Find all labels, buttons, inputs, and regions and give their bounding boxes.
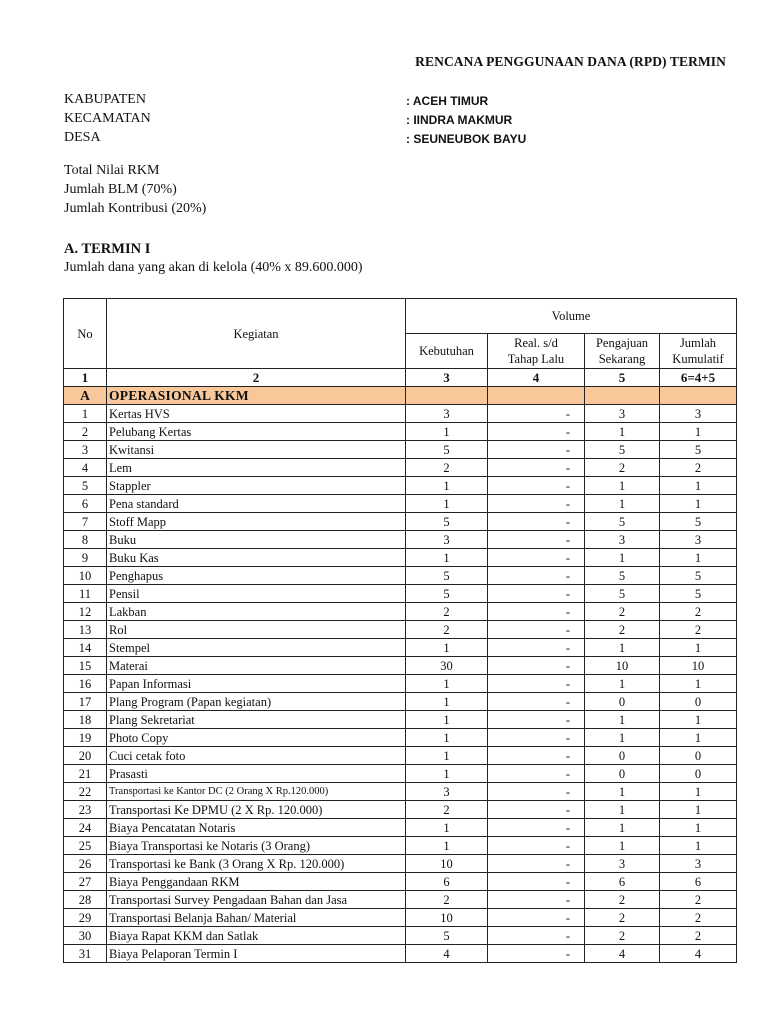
row-kegiatan: Plang Sekretariat	[107, 711, 406, 729]
row-kegiatan: Cuci cetak foto	[107, 747, 406, 765]
row-kegiatan: Materai	[107, 657, 406, 675]
row-pengajuan: 5	[585, 513, 660, 531]
row-real: -	[488, 711, 585, 729]
row-pengajuan: 1	[585, 729, 660, 747]
row-kebutuhan: 3	[406, 531, 488, 549]
row-real: -	[488, 783, 585, 801]
group-empty-cell	[660, 387, 737, 405]
row-kebutuhan: 30	[406, 657, 488, 675]
row-jumlah: 3	[660, 855, 737, 873]
row-real: -	[488, 747, 585, 765]
row-no: 13	[64, 621, 107, 639]
row-kegiatan: Pena standard	[107, 495, 406, 513]
row-no: 26	[64, 855, 107, 873]
row-no: 5	[64, 477, 107, 495]
row-kegiatan: Transportasi Survey Pengadaan Bahan dan Jasa	[107, 891, 406, 909]
row-no: 3	[64, 441, 107, 459]
table-row	[64, 639, 737, 657]
row-pengajuan: 1	[585, 801, 660, 819]
table-row	[64, 585, 737, 603]
table-row	[64, 495, 737, 513]
row-real: -	[488, 729, 585, 747]
row-real: -	[488, 549, 585, 567]
header-peng-line1: Pengajuan	[595, 336, 649, 350]
info-row-desa	[64, 130, 664, 149]
row-kegiatan: Pelubang Kertas	[107, 423, 406, 441]
info-label: DESA	[64, 130, 101, 145]
row-jumlah: 3	[660, 531, 737, 549]
table-row	[64, 405, 737, 423]
row-pengajuan: 1	[585, 423, 660, 441]
column-number-row	[64, 369, 737, 387]
row-jumlah: 1	[660, 729, 737, 747]
row-kebutuhan: 1	[406, 693, 488, 711]
row-kegiatan: Biaya Pelaporan Termin I	[107, 945, 406, 963]
row-jumlah: 2	[660, 603, 737, 621]
column-number: 5	[585, 369, 660, 387]
row-kebutuhan: 2	[406, 459, 488, 477]
row-no: 29	[64, 909, 107, 927]
group-code: A	[64, 387, 107, 405]
row-jumlah: 2	[660, 909, 737, 927]
row-jumlah: 1	[660, 675, 737, 693]
row-pengajuan: 0	[585, 747, 660, 765]
row-kegiatan: Pensil	[107, 585, 406, 603]
row-jumlah: 2	[660, 621, 737, 639]
row-kegiatan: Penghapus	[107, 567, 406, 585]
row-no: 31	[64, 945, 107, 963]
row-real: -	[488, 405, 585, 423]
row-kegiatan: Plang Program (Papan kegiatan)	[107, 693, 406, 711]
row-kegiatan: Biaya Pencatatan Notaris	[107, 819, 406, 837]
row-jumlah: 1	[660, 423, 737, 441]
header-real-line2: Tahap Lalu	[507, 352, 565, 366]
table-row	[64, 621, 737, 639]
column-number: 3	[406, 369, 488, 387]
row-real: -	[488, 873, 585, 891]
row-kegiatan: Rol	[107, 621, 406, 639]
row-jumlah: 10	[660, 657, 737, 675]
row-kegiatan: Kertas HVS	[107, 405, 406, 423]
row-kegiatan: Buku	[107, 531, 406, 549]
row-pengajuan: 1	[585, 711, 660, 729]
row-pengajuan: 3	[585, 531, 660, 549]
row-no: 30	[64, 927, 107, 945]
group-empty-cell	[406, 387, 488, 405]
row-no: 6	[64, 495, 107, 513]
row-jumlah: 5	[660, 513, 737, 531]
row-jumlah: 1	[660, 711, 737, 729]
row-pengajuan: 1	[585, 639, 660, 657]
row-no: 12	[64, 603, 107, 621]
row-pengajuan: 1	[585, 837, 660, 855]
column-number: 6=4+5	[660, 369, 737, 387]
row-kegiatan: Lakban	[107, 603, 406, 621]
row-jumlah: 5	[660, 585, 737, 603]
info-value: : ACEH TIMUR	[406, 94, 489, 108]
row-kebutuhan: 4	[406, 945, 488, 963]
column-number: 4	[488, 369, 585, 387]
header-real	[488, 334, 585, 369]
group-empty-cell	[585, 387, 660, 405]
row-jumlah: 1	[660, 477, 737, 495]
row-pengajuan: 1	[585, 549, 660, 567]
row-no: 9	[64, 549, 107, 567]
table-row	[64, 945, 737, 963]
row-real: -	[488, 675, 585, 693]
table-row	[64, 459, 737, 477]
row-kegiatan: Papan Informasi	[107, 675, 406, 693]
row-kebutuhan: 5	[406, 513, 488, 531]
row-pengajuan: 5	[585, 441, 660, 459]
table-row	[64, 441, 737, 459]
table-row	[64, 729, 737, 747]
row-real: -	[488, 837, 585, 855]
row-pengajuan: 0	[585, 693, 660, 711]
row-pengajuan: 2	[585, 909, 660, 927]
row-kebutuhan: 1	[406, 639, 488, 657]
row-no: 2	[64, 423, 107, 441]
table-row	[64, 423, 737, 441]
row-kebutuhan: 2	[406, 621, 488, 639]
row-real: -	[488, 567, 585, 585]
row-kegiatan: Biaya Penggandaan RKM	[107, 873, 406, 891]
row-real: -	[488, 621, 585, 639]
table-row	[64, 891, 737, 909]
row-kebutuhan: 3	[406, 783, 488, 801]
row-no: 7	[64, 513, 107, 531]
row-jumlah: 6	[660, 873, 737, 891]
row-kegiatan: Lem	[107, 459, 406, 477]
row-real: -	[488, 765, 585, 783]
row-kebutuhan: 3	[406, 405, 488, 423]
info-value: : SEUNEUBOK BAYU	[406, 132, 527, 146]
info-value: : IINDRA MAKMUR	[406, 113, 513, 127]
header-jumlah	[660, 334, 737, 369]
row-real: -	[488, 639, 585, 657]
row-jumlah: 1	[660, 783, 737, 801]
table-row	[64, 567, 737, 585]
row-no: 27	[64, 873, 107, 891]
row-pengajuan: 3	[585, 855, 660, 873]
group-name: OPERASIONAL KKM	[107, 387, 406, 405]
table-row	[64, 855, 737, 873]
row-real: -	[488, 855, 585, 873]
row-pengajuan: 1	[585, 495, 660, 513]
row-no: 18	[64, 711, 107, 729]
row-no: 11	[64, 585, 107, 603]
row-kegiatan: Biaya Transportasi ke Notaris (3 Orang)	[107, 837, 406, 855]
row-kebutuhan: 5	[406, 927, 488, 945]
row-jumlah: 4	[660, 945, 737, 963]
table-row	[64, 675, 737, 693]
row-pengajuan: 2	[585, 459, 660, 477]
row-pengajuan: 1	[585, 477, 660, 495]
row-kebutuhan: 1	[406, 495, 488, 513]
row-no: 4	[64, 459, 107, 477]
table-row	[64, 801, 737, 819]
table-row	[64, 531, 737, 549]
table-row	[64, 693, 737, 711]
row-no: 19	[64, 729, 107, 747]
row-pengajuan: 2	[585, 603, 660, 621]
row-no: 24	[64, 819, 107, 837]
document-title: RENCANA PENGGUNAAN DANA (RPD) TERMIN	[415, 54, 726, 69]
row-real: -	[488, 495, 585, 513]
table-row	[64, 819, 737, 837]
row-no: 8	[64, 531, 107, 549]
totals-list	[64, 163, 206, 220]
row-no: 10	[64, 567, 107, 585]
row-no: 25	[64, 837, 107, 855]
row-kegiatan: Photo Copy	[107, 729, 406, 747]
row-no: 22	[64, 783, 107, 801]
row-jumlah: 5	[660, 567, 737, 585]
info-row-kabupaten	[64, 92, 664, 111]
table-row	[64, 747, 737, 765]
section-subtitle: Jumlah dana yang akan di kelola (40% x 89.600.000)	[64, 260, 363, 275]
location-info	[64, 92, 664, 149]
row-no: 17	[64, 693, 107, 711]
row-real: -	[488, 441, 585, 459]
section-title: A. TERMIN I	[64, 241, 151, 257]
row-kebutuhan: 5	[406, 441, 488, 459]
table-row	[64, 873, 737, 891]
row-kebutuhan: 5	[406, 567, 488, 585]
row-kegiatan: Kwitansi	[107, 441, 406, 459]
table-row	[64, 765, 737, 783]
row-kebutuhan: 1	[406, 765, 488, 783]
row-no: 20	[64, 747, 107, 765]
row-kegiatan: Buku Kas	[107, 549, 406, 567]
row-jumlah: 1	[660, 837, 737, 855]
row-real: -	[488, 603, 585, 621]
row-kebutuhan: 1	[406, 549, 488, 567]
column-number: 2	[107, 369, 406, 387]
row-kebutuhan: 6	[406, 873, 488, 891]
row-jumlah: 1	[660, 819, 737, 837]
row-no: 14	[64, 639, 107, 657]
table-row	[64, 783, 737, 801]
row-kebutuhan: 1	[406, 477, 488, 495]
row-kebutuhan: 1	[406, 729, 488, 747]
table-row	[64, 549, 737, 567]
row-jumlah: 2	[660, 891, 737, 909]
table-row	[64, 927, 737, 945]
row-jumlah: 1	[660, 639, 737, 657]
row-no: 1	[64, 405, 107, 423]
row-kegiatan: Transportasi Ke DPMU (2 X Rp. 120.000)	[107, 801, 406, 819]
row-jumlah: 3	[660, 405, 737, 423]
row-real: -	[488, 891, 585, 909]
row-kegiatan: Stappler	[107, 477, 406, 495]
table-row	[64, 711, 737, 729]
row-real: -	[488, 909, 585, 927]
row-jumlah: 0	[660, 747, 737, 765]
table-row	[64, 837, 737, 855]
row-real: -	[488, 459, 585, 477]
row-pengajuan: 2	[585, 621, 660, 639]
row-real: -	[488, 477, 585, 495]
row-real: -	[488, 927, 585, 945]
row-real: -	[488, 819, 585, 837]
row-jumlah: 0	[660, 765, 737, 783]
jumlah-kontribusi: Jumlah Kontribusi (20%)	[64, 201, 207, 216]
row-real: -	[488, 945, 585, 963]
row-jumlah: 1	[660, 495, 737, 513]
table-row	[64, 513, 737, 531]
header-pengajuan	[585, 334, 660, 369]
row-real: -	[488, 693, 585, 711]
row-jumlah: 2	[660, 927, 737, 945]
row-real: -	[488, 585, 585, 603]
row-real: -	[488, 657, 585, 675]
row-kebutuhan: 10	[406, 855, 488, 873]
row-kebutuhan: 1	[406, 819, 488, 837]
row-pengajuan: 5	[585, 567, 660, 585]
header-no: No	[64, 299, 107, 369]
total-nilai-rkm: Total Nilai RKM	[64, 163, 160, 178]
row-kegiatan: Prasasti	[107, 765, 406, 783]
row-pengajuan: 2	[585, 927, 660, 945]
table-row	[64, 477, 737, 495]
row-kebutuhan: 5	[406, 585, 488, 603]
header-volume: Volume	[406, 299, 737, 334]
row-pengajuan: 10	[585, 657, 660, 675]
info-label: KECAMATAN	[64, 111, 151, 126]
row-kegiatan: Biaya Rapat KKM dan Satlak	[107, 927, 406, 945]
row-kebutuhan: 1	[406, 675, 488, 693]
row-no: 21	[64, 765, 107, 783]
row-pengajuan: 3	[585, 405, 660, 423]
row-kegiatan: Transportasi Belanja Bahan/ Material	[107, 909, 406, 927]
row-kegiatan: Stoff Mapp	[107, 513, 406, 531]
group-row	[64, 387, 737, 405]
row-no: 15	[64, 657, 107, 675]
row-real: -	[488, 801, 585, 819]
row-no: 28	[64, 891, 107, 909]
row-pengajuan: 1	[585, 819, 660, 837]
row-kegiatan: Transportasi ke Kantor DC (2 Orang X Rp.120.000)	[107, 783, 406, 801]
row-pengajuan: 0	[585, 765, 660, 783]
row-pengajuan: 5	[585, 585, 660, 603]
row-pengajuan: 6	[585, 873, 660, 891]
row-jumlah: 5	[660, 441, 737, 459]
row-jumlah: 1	[660, 801, 737, 819]
row-kebutuhan: 1	[406, 711, 488, 729]
row-pengajuan: 2	[585, 891, 660, 909]
row-no: 23	[64, 801, 107, 819]
header-peng-line2: Sekarang	[598, 352, 646, 366]
row-real: -	[488, 531, 585, 549]
header-real-line1: Real. s/d	[514, 336, 558, 350]
row-kebutuhan: 1	[406, 423, 488, 441]
header-jum-line2: Kumulatif	[672, 352, 724, 366]
row-kebutuhan: 2	[406, 801, 488, 819]
row-pengajuan: 4	[585, 945, 660, 963]
rpd-table	[63, 298, 737, 963]
header-kebutuhan: Kebutuhan	[406, 334, 488, 369]
row-real: -	[488, 423, 585, 441]
row-kegiatan: Transportasi ke Bank (3 Orang X Rp. 120.000)	[107, 855, 406, 873]
row-pengajuan: 1	[585, 783, 660, 801]
column-number: 1	[64, 369, 107, 387]
header-kegiatan: Kegiatan	[107, 299, 406, 369]
header-jum-line1: Jumlah	[679, 336, 717, 350]
table-row	[64, 657, 737, 675]
row-kebutuhan: 1	[406, 837, 488, 855]
row-kebutuhan: 2	[406, 891, 488, 909]
row-kebutuhan: 1	[406, 747, 488, 765]
row-pengajuan: 1	[585, 675, 660, 693]
row-kebutuhan: 10	[406, 909, 488, 927]
row-real: -	[488, 513, 585, 531]
row-kegiatan: Stempel	[107, 639, 406, 657]
info-row-kecamatan	[64, 111, 664, 130]
table-row	[64, 603, 737, 621]
row-jumlah: 2	[660, 459, 737, 477]
jumlah-blm: Jumlah BLM (70%)	[64, 182, 177, 197]
info-label: KABUPATEN	[64, 92, 146, 107]
table-row	[64, 909, 737, 927]
row-no: 16	[64, 675, 107, 693]
group-empty-cell	[488, 387, 585, 405]
row-kebutuhan: 2	[406, 603, 488, 621]
row-jumlah: 0	[660, 693, 737, 711]
row-jumlah: 1	[660, 549, 737, 567]
